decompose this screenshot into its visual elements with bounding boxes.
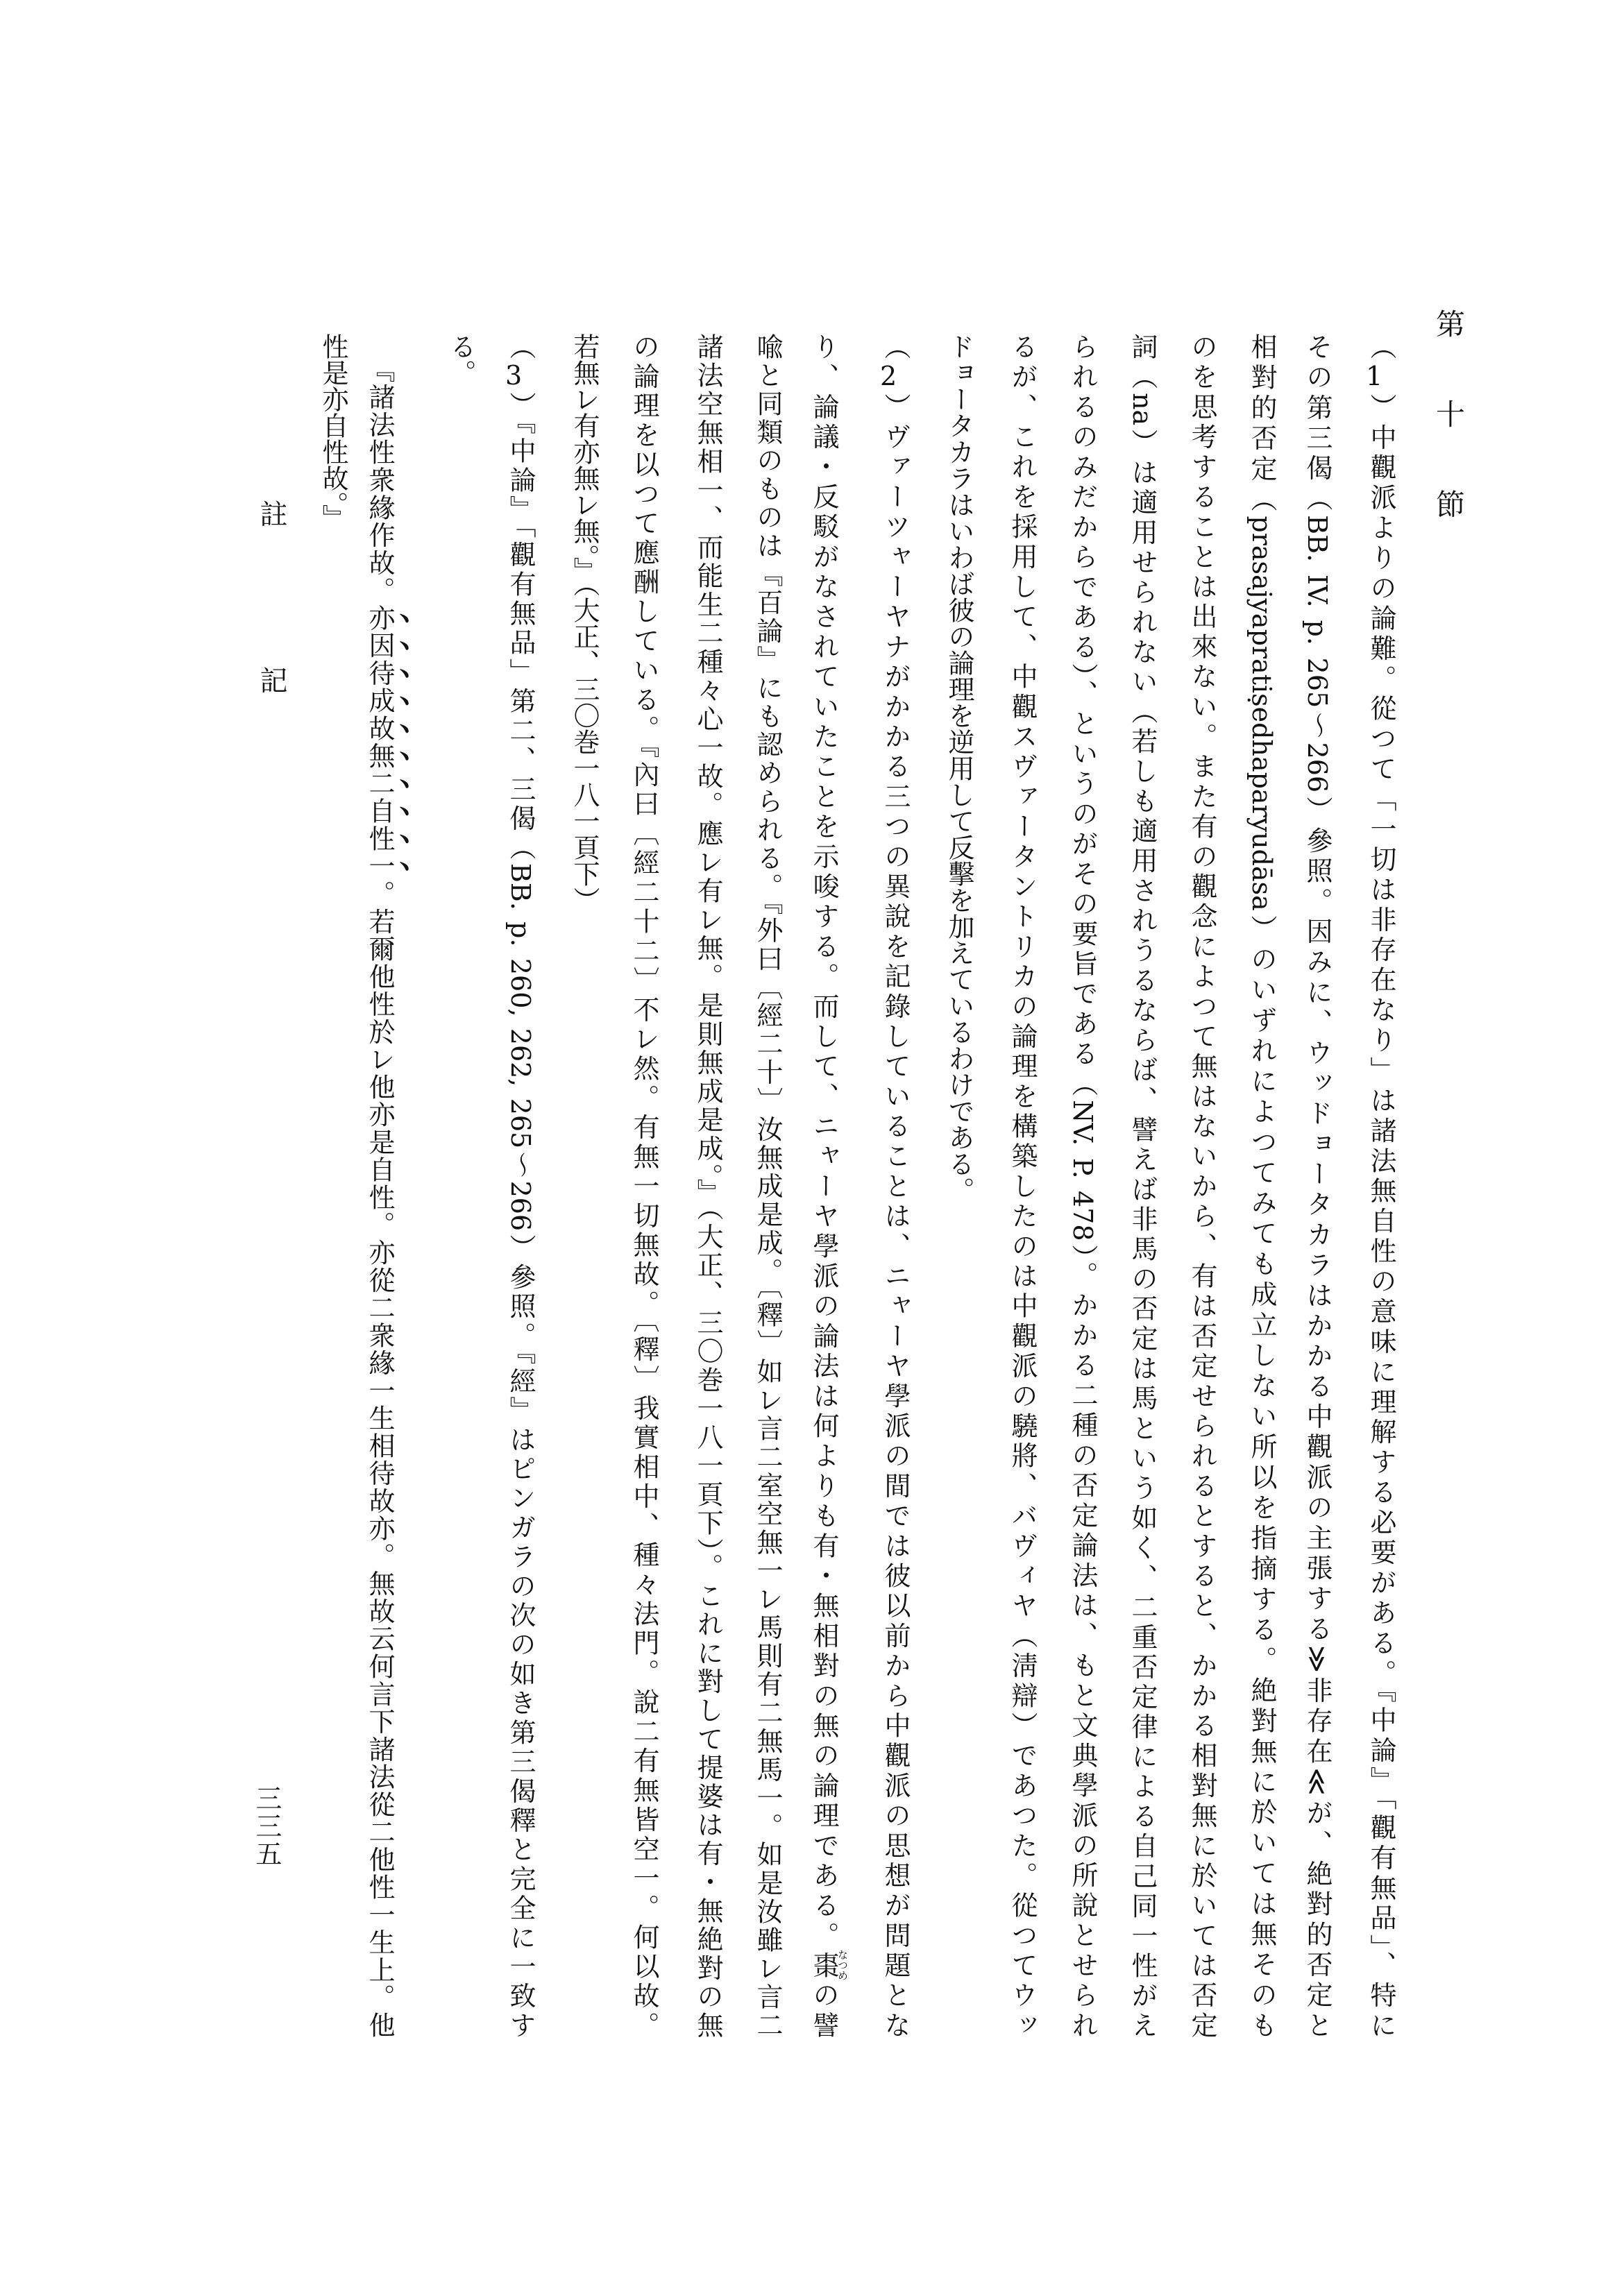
note-number: 2 [880,363,897,390]
text-segment: 相對的否定（prasajyapratiṣedhaparyudāsa）のいずれによつてみても成立しない所以を指摘する。絶對無に於いては無そのも [1246,333,1277,2038]
text-segment: （ [880,333,911,364]
text-column [444,333,477,386]
text-segment: の論理を以つて應酬している。『內曰〔經二十二〕不レ然。有無一切無故。〔釋〕我實相中、種々法門。說二有無皆空一。何以故。 [629,333,659,2038]
text-segment: るが、これを採用して、中觀スヴァータントリカの論理を構築したのは中觀派の驍將、バヴィヤ（淸辯）であつた。從つてウッ [1007,333,1038,2038]
ruby-annotated-text [809,1949,849,1981]
page-number: 三三五 [251,1785,282,1868]
text-segment: 若無レ有亦無レ無。』（大正、三〇巻一八一頁下） [569,333,600,913]
text-column [1066,333,1099,2038]
text-segment: ）『中論』「觀有無品」第二、三偈（BB. p. 260, 262, 265～266）參照。『經』はピンガラの次の如き第三偈釋と完全に一致す [505,391,536,2038]
text-column [879,333,912,2038]
text-column [364,356,414,2039]
text-column [1126,333,1159,2038]
text-column [504,333,537,2038]
text-column [691,333,725,2038]
text-column [1006,333,1039,2038]
text-segment: ドョータカラはいわば彼の論理を逆用して反擊を加えているわけである。 [944,333,974,1203]
text-column [1185,333,1219,2038]
text-segment: ）ヴァーツャーヤナがかかる三つの異說を記錄していることは、ニャーヤ學派の間では彼以前から中觀派の思想が問題とな [880,393,911,2038]
text-segment: る。 [446,333,476,386]
text-segment: その第三偈（BB. IV. p. 265～266）參照。因みに、ウッドョータカラはかかる中觀派の主張する≫非存在≪が、絶對的否定と [1302,333,1333,2038]
emphasized-text: 亦因待成故無二自性一 [364,604,395,881]
text-segment: （ [1366,333,1396,364]
text-column [809,333,849,2039]
text-segment: 。若爾他性於レ他亦是自性。亦從二衆緣一生相待故亦。無故云何言下諸法從二他性一生上。他 [364,880,395,2039]
text-column [627,333,661,2038]
text-segment: り、論議・反駁がなされていたことを示唆する。而して、ニャーヤ學派の論法は何よりも有・無相對の無の論理である。 [809,333,839,1952]
text-segment: ）中觀派よりの論難。從つて「一切は非存在なり」は諸法無自性の意味に理解する必要がある。『中論』「觀有無品」、特に [1366,393,1396,2039]
running-head: 註記 [255,500,287,833]
ruby-base: 棗 [809,1949,839,1981]
text-column [1301,333,1334,2038]
section-heading: 第十節 [1432,309,1466,579]
text-column [1245,333,1278,2038]
text-segment: 諸法空無相一、而能生二種々心一故。應レ有レ無。是則無成是成。』（大正、三〇巻一八一頁下）。これに對して提婆は有・無絶對の無 [693,333,723,2038]
text-column [751,333,784,2038]
text-column [1364,333,1398,2038]
text-segment: 喩と同類のものは『百論』にも認められる。『外曰〔經二十〕汝無成是成。〔釋〕如レ言二室空無一レ馬則有二無馬一。如是汝雖レ言二 [752,333,783,2038]
text-segment: 『諸法性衆緣作故。 [364,356,395,604]
text-segment: （ [505,333,536,363]
note-number: 1 [1366,363,1383,390]
text-segment: の譬 [809,1978,839,2039]
text-column [942,333,976,1203]
text-segment: られるのみだからである）、というのがその要旨である（NV. P. 478）。かかる二種の否定論法は、もと文典學派の所說とせられ [1067,333,1098,2038]
text-column [568,333,601,913]
text-segment: 詞（na）は適用せられない（若しも適用されうるならば、譬えば非馬の否定は馬という如く、二重否定律による自己同一性がえ [1127,333,1158,2038]
ruby-reading: なつめ [836,1949,849,1981]
text-segment: のを思考することは出來ない。また有の觀念によつて無はないから、有は否定せられるとすると、かかる相對無に於いては否定 [1187,333,1217,2039]
text-segment: 性是亦自性故。』 [318,333,348,531]
note-number: 3 [505,362,523,389]
text-column [316,333,350,531]
